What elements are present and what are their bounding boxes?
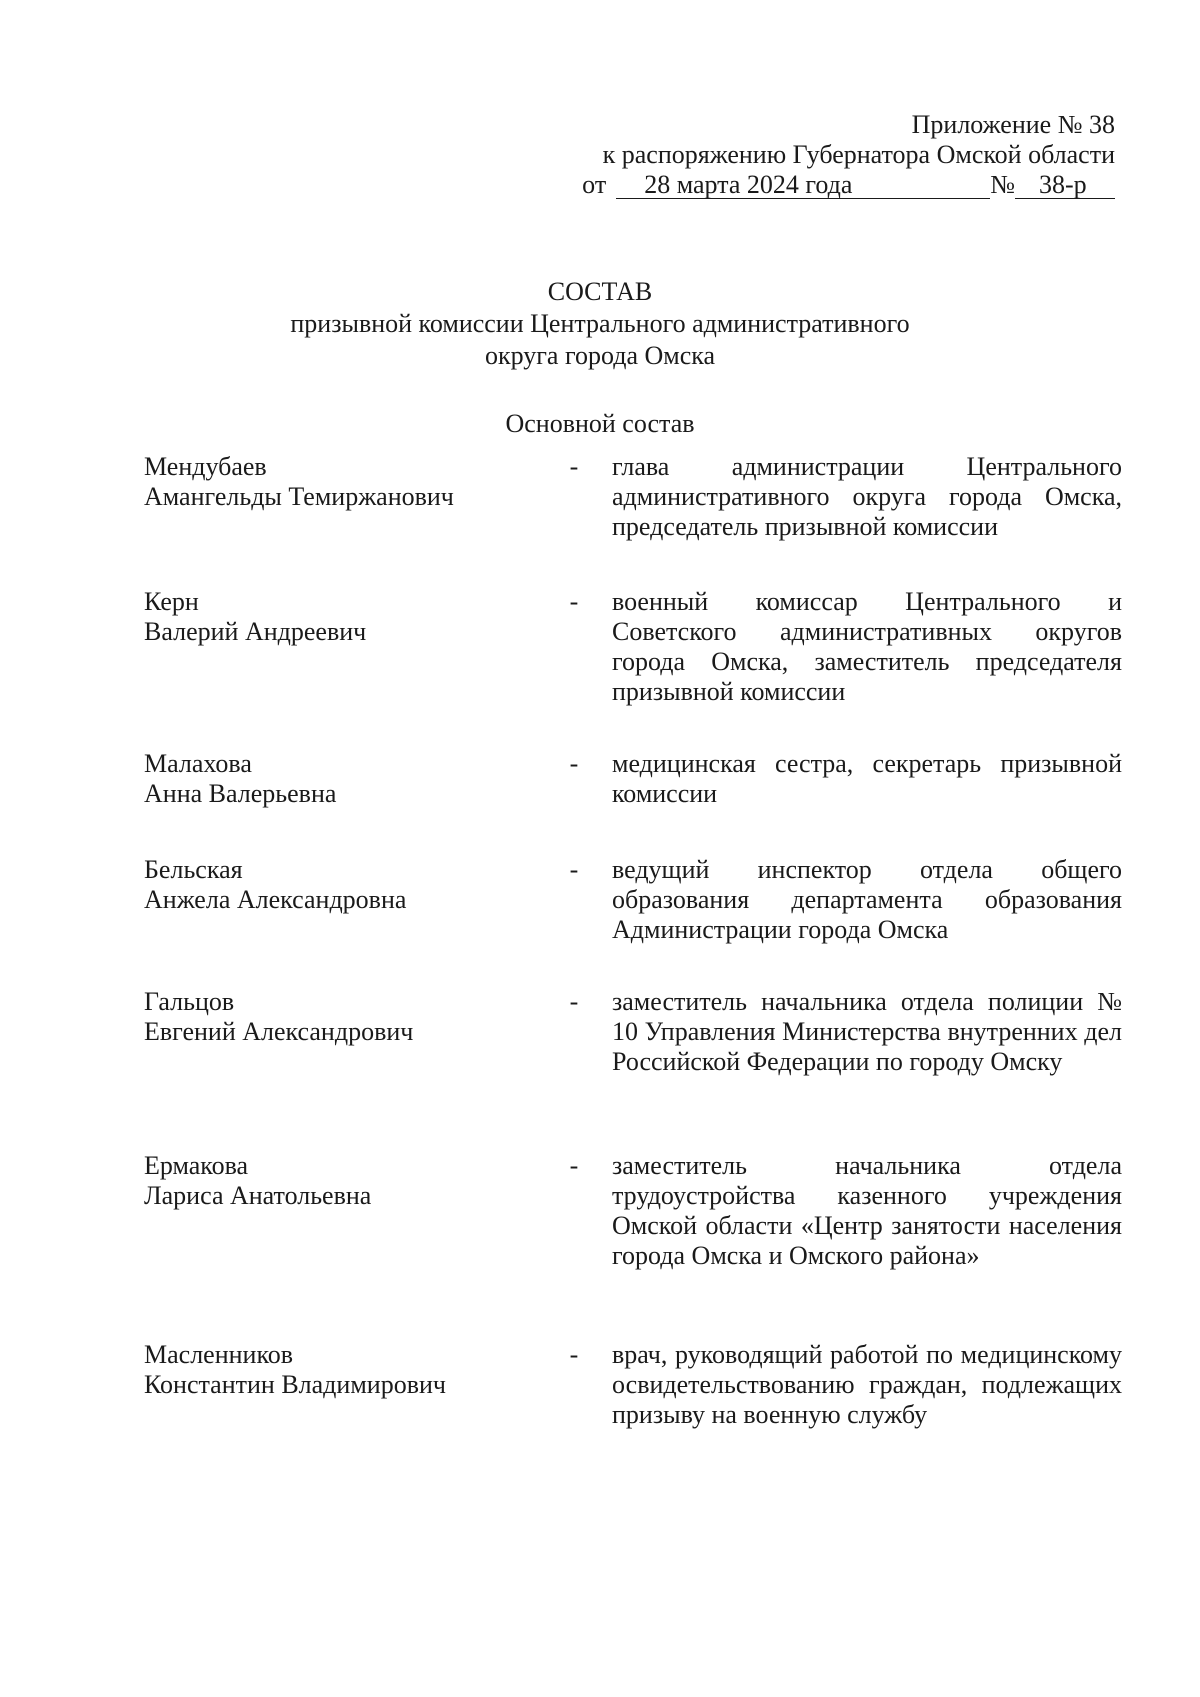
- dash-separator: -: [569, 1151, 579, 1180]
- member-given-names: Амангельды Темиржанович: [144, 482, 454, 511]
- dash-separator: -: [569, 855, 579, 884]
- dash-separator: -: [569, 749, 579, 778]
- title-line-2: призывной комиссии Центрального административного: [290, 309, 910, 338]
- order-reference: к распоряжению Губернатора Омской области: [602, 140, 1115, 169]
- member-surname: Ермакова: [144, 1151, 249, 1180]
- section-heading: Основной состав: [505, 409, 695, 438]
- member-surname: Масленников: [144, 1340, 294, 1369]
- member-role: глава администрации Центрального административного округа города Омска, председатель призывной комиссии: [612, 452, 1122, 541]
- member-given-names: Анжела Александровна: [144, 885, 407, 914]
- member-given-names: Лариса Анатольевна: [144, 1181, 372, 1210]
- dash-separator: -: [569, 1340, 579, 1369]
- title-main: СОСТАВ: [547, 277, 653, 306]
- member-given-names: Константин Владимирович: [144, 1370, 446, 1399]
- order-date: 28 марта 2024 года: [616, 172, 990, 199]
- member-name: [144, 452, 544, 512]
- member-role: заместитель начальника отдела трудоустройства казенного учреждения Омской области «Центр занятости населения города Омска и Омского района»: [612, 1151, 1122, 1270]
- member-surname: Керн: [144, 587, 199, 616]
- title-line-3: округа города Омска: [484, 341, 716, 370]
- member-name: [144, 587, 544, 647]
- number-label: №: [990, 170, 1015, 199]
- appendix-number: Приложение № 38: [911, 110, 1115, 139]
- member-name: [144, 1340, 544, 1400]
- member-surname: Мендубаев: [144, 452, 267, 481]
- order-number: 38-р: [1015, 172, 1115, 199]
- member-role: военный комиссар Центрального и Советского административных округов города Омска, заместитель председателя призывной комиссии: [612, 587, 1122, 706]
- member-role: заместитель начальника отдела полиции № 10 Управления Министерства внутренних дел Российской Федерации по городу Омску: [612, 987, 1122, 1076]
- member-given-names: Анна Валерьевна: [144, 779, 337, 808]
- member-surname: Малахова: [144, 749, 252, 778]
- member-given-names: Евгений Александрович: [144, 1017, 414, 1046]
- appendix-header: [555, 110, 1115, 200]
- document-title: [0, 276, 1200, 372]
- member-surname: Гальцов: [144, 987, 235, 1016]
- member-given-names: Валерий Андреевич: [144, 617, 367, 646]
- from-label: от: [582, 170, 607, 199]
- dash-separator: -: [569, 587, 579, 616]
- member-role: медицинская сестра, секретарь призывной комиссии: [612, 749, 1122, 808]
- member-name: [144, 1151, 544, 1211]
- member-name: [144, 855, 544, 915]
- member-name: [144, 749, 544, 809]
- dash-separator: -: [569, 452, 579, 481]
- member-surname: Бельская: [144, 855, 243, 884]
- member-role: ведущий инспектор отдела общего образования департамента образования Администрации города Омска: [612, 855, 1122, 944]
- member-name: [144, 987, 544, 1047]
- dash-separator: -: [569, 987, 579, 1016]
- order-date-line: [555, 170, 1115, 200]
- member-role: врач, руководящий работой по медицинскому освидетельствованию граждан, подлежащих призыву на военную службу: [612, 1340, 1122, 1429]
